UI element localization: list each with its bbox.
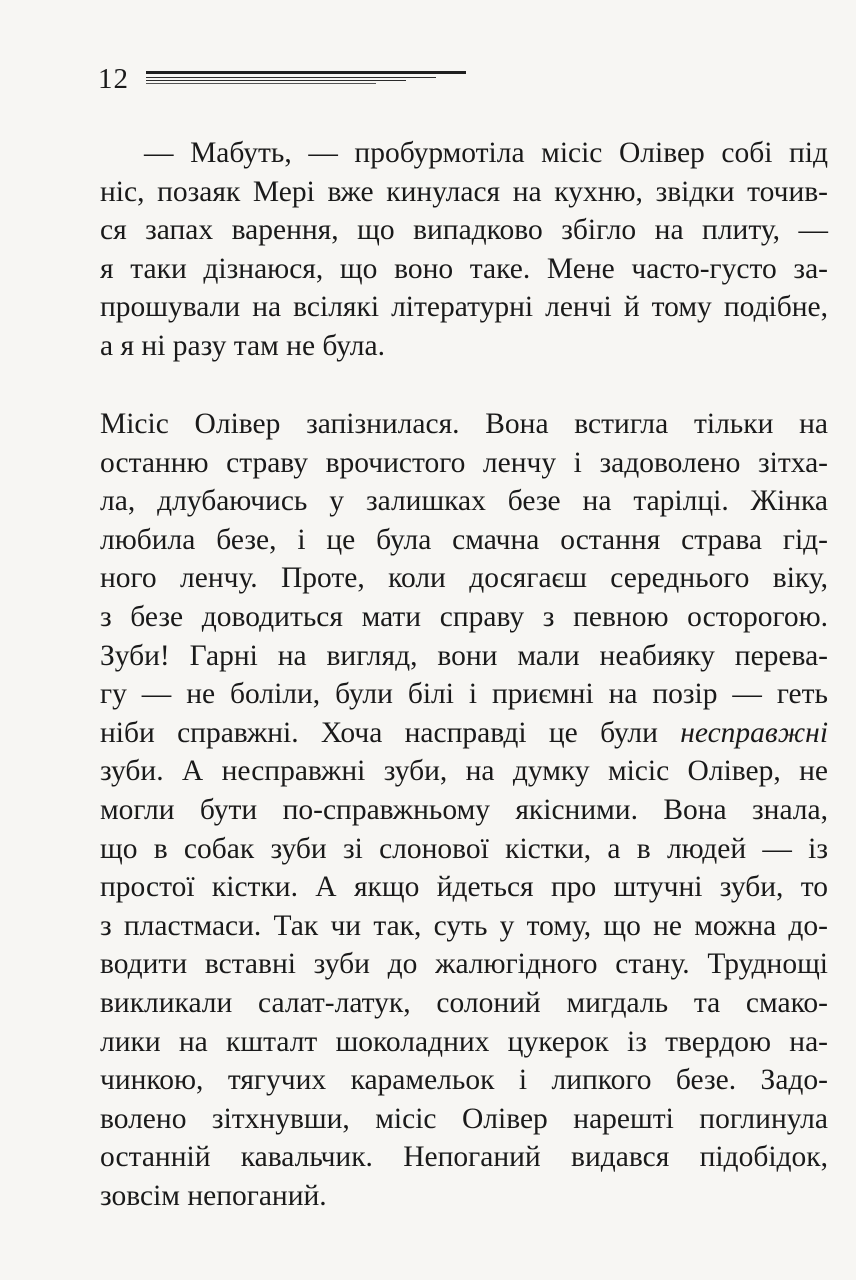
header-rule xyxy=(146,71,466,85)
page-number: 12 xyxy=(98,63,129,95)
text-line: чинкою, тягучих карамельок і липкого безе. Задо- xyxy=(100,1064,828,1097)
text-line: що в собак зуби зі слонової кістки, а в людей — із xyxy=(100,832,828,865)
paragraph-narrative xyxy=(100,405,828,1215)
text-line-with-italic xyxy=(100,714,828,753)
italic-word: несправжні xyxy=(680,716,829,749)
text-line: зуби. А несправжні зуби, на думку місіс Олівер, не xyxy=(100,755,828,788)
header-rule-thin-line xyxy=(146,80,406,81)
text-line: могли бути по-справжньому якісними. Вона знала, xyxy=(100,793,828,826)
text-line: Зуби! Гарні на вигляд, вони мали неабияку перева- xyxy=(100,639,828,672)
text-line: останній кавальчик. Непоганий видався підобідок, xyxy=(100,1141,828,1174)
text-line: з безе доводиться мати справу з певною осторогою. xyxy=(100,600,828,633)
text-line: ніс, позаяк Мері вже кинулася на кухню, звідки точив- xyxy=(100,175,828,208)
header-rule-thin-line xyxy=(146,83,376,84)
text-line: ного ленчу. Проте, коли досягаєш середнього віку, xyxy=(100,562,828,595)
text-line: любила безе, і це була смачна остання страва гід- xyxy=(100,523,828,556)
text-line: викликали салат-латук, солоний мигдаль та смако- xyxy=(100,986,828,1019)
text-line: ся запах варення, що випадково збігло на плиту, — xyxy=(100,214,828,247)
text-segment: ніби справжні. Хоча насправді це були xyxy=(100,716,658,749)
text-line: останню страву врочистого ленчу і задоволено зітха- xyxy=(100,446,828,479)
text-line: Місіс Олівер запізнилася. Вона встигла тільки на xyxy=(100,408,828,440)
text-line: — Мабуть, — пробурмотіла місіс Олівер собі під xyxy=(144,137,828,169)
text-line: я таки дізнаюся, що воно таке. Мене часто-густо за- xyxy=(100,252,828,285)
text-line: волено зітхнувши, місіс Олівер нарешті поглинула xyxy=(100,1102,828,1135)
text-line: прошували на всілякі літературні ленчі й тому подібне, xyxy=(100,291,828,324)
text-line: гу — не боліли, були білі і приємні на позір — геть xyxy=(100,678,828,711)
text-line: з пластмаси. Так чи так, суть у тому, що не можна до- xyxy=(100,909,828,942)
text-line: простої кістки. А якщо йдеться про штучні зуби, то xyxy=(100,871,828,904)
text-line: водити вставні зуби до жалюгідного стану. Труднощі xyxy=(100,948,828,981)
text-line: ла, длубаючись у залишках безе на тарілці. Жінка xyxy=(100,485,828,518)
text-line: лики на кшталт шоколадних цукерок із твердою на- xyxy=(100,1025,828,1058)
paragraph-dialogue xyxy=(100,134,828,366)
text-line: зовсім непоганий. xyxy=(100,1179,327,1212)
header-rule-thin-line xyxy=(146,77,436,78)
page-header xyxy=(98,62,478,96)
text-line: а я ні разу там не була. xyxy=(100,329,385,362)
header-rule-thick-line xyxy=(146,71,466,74)
